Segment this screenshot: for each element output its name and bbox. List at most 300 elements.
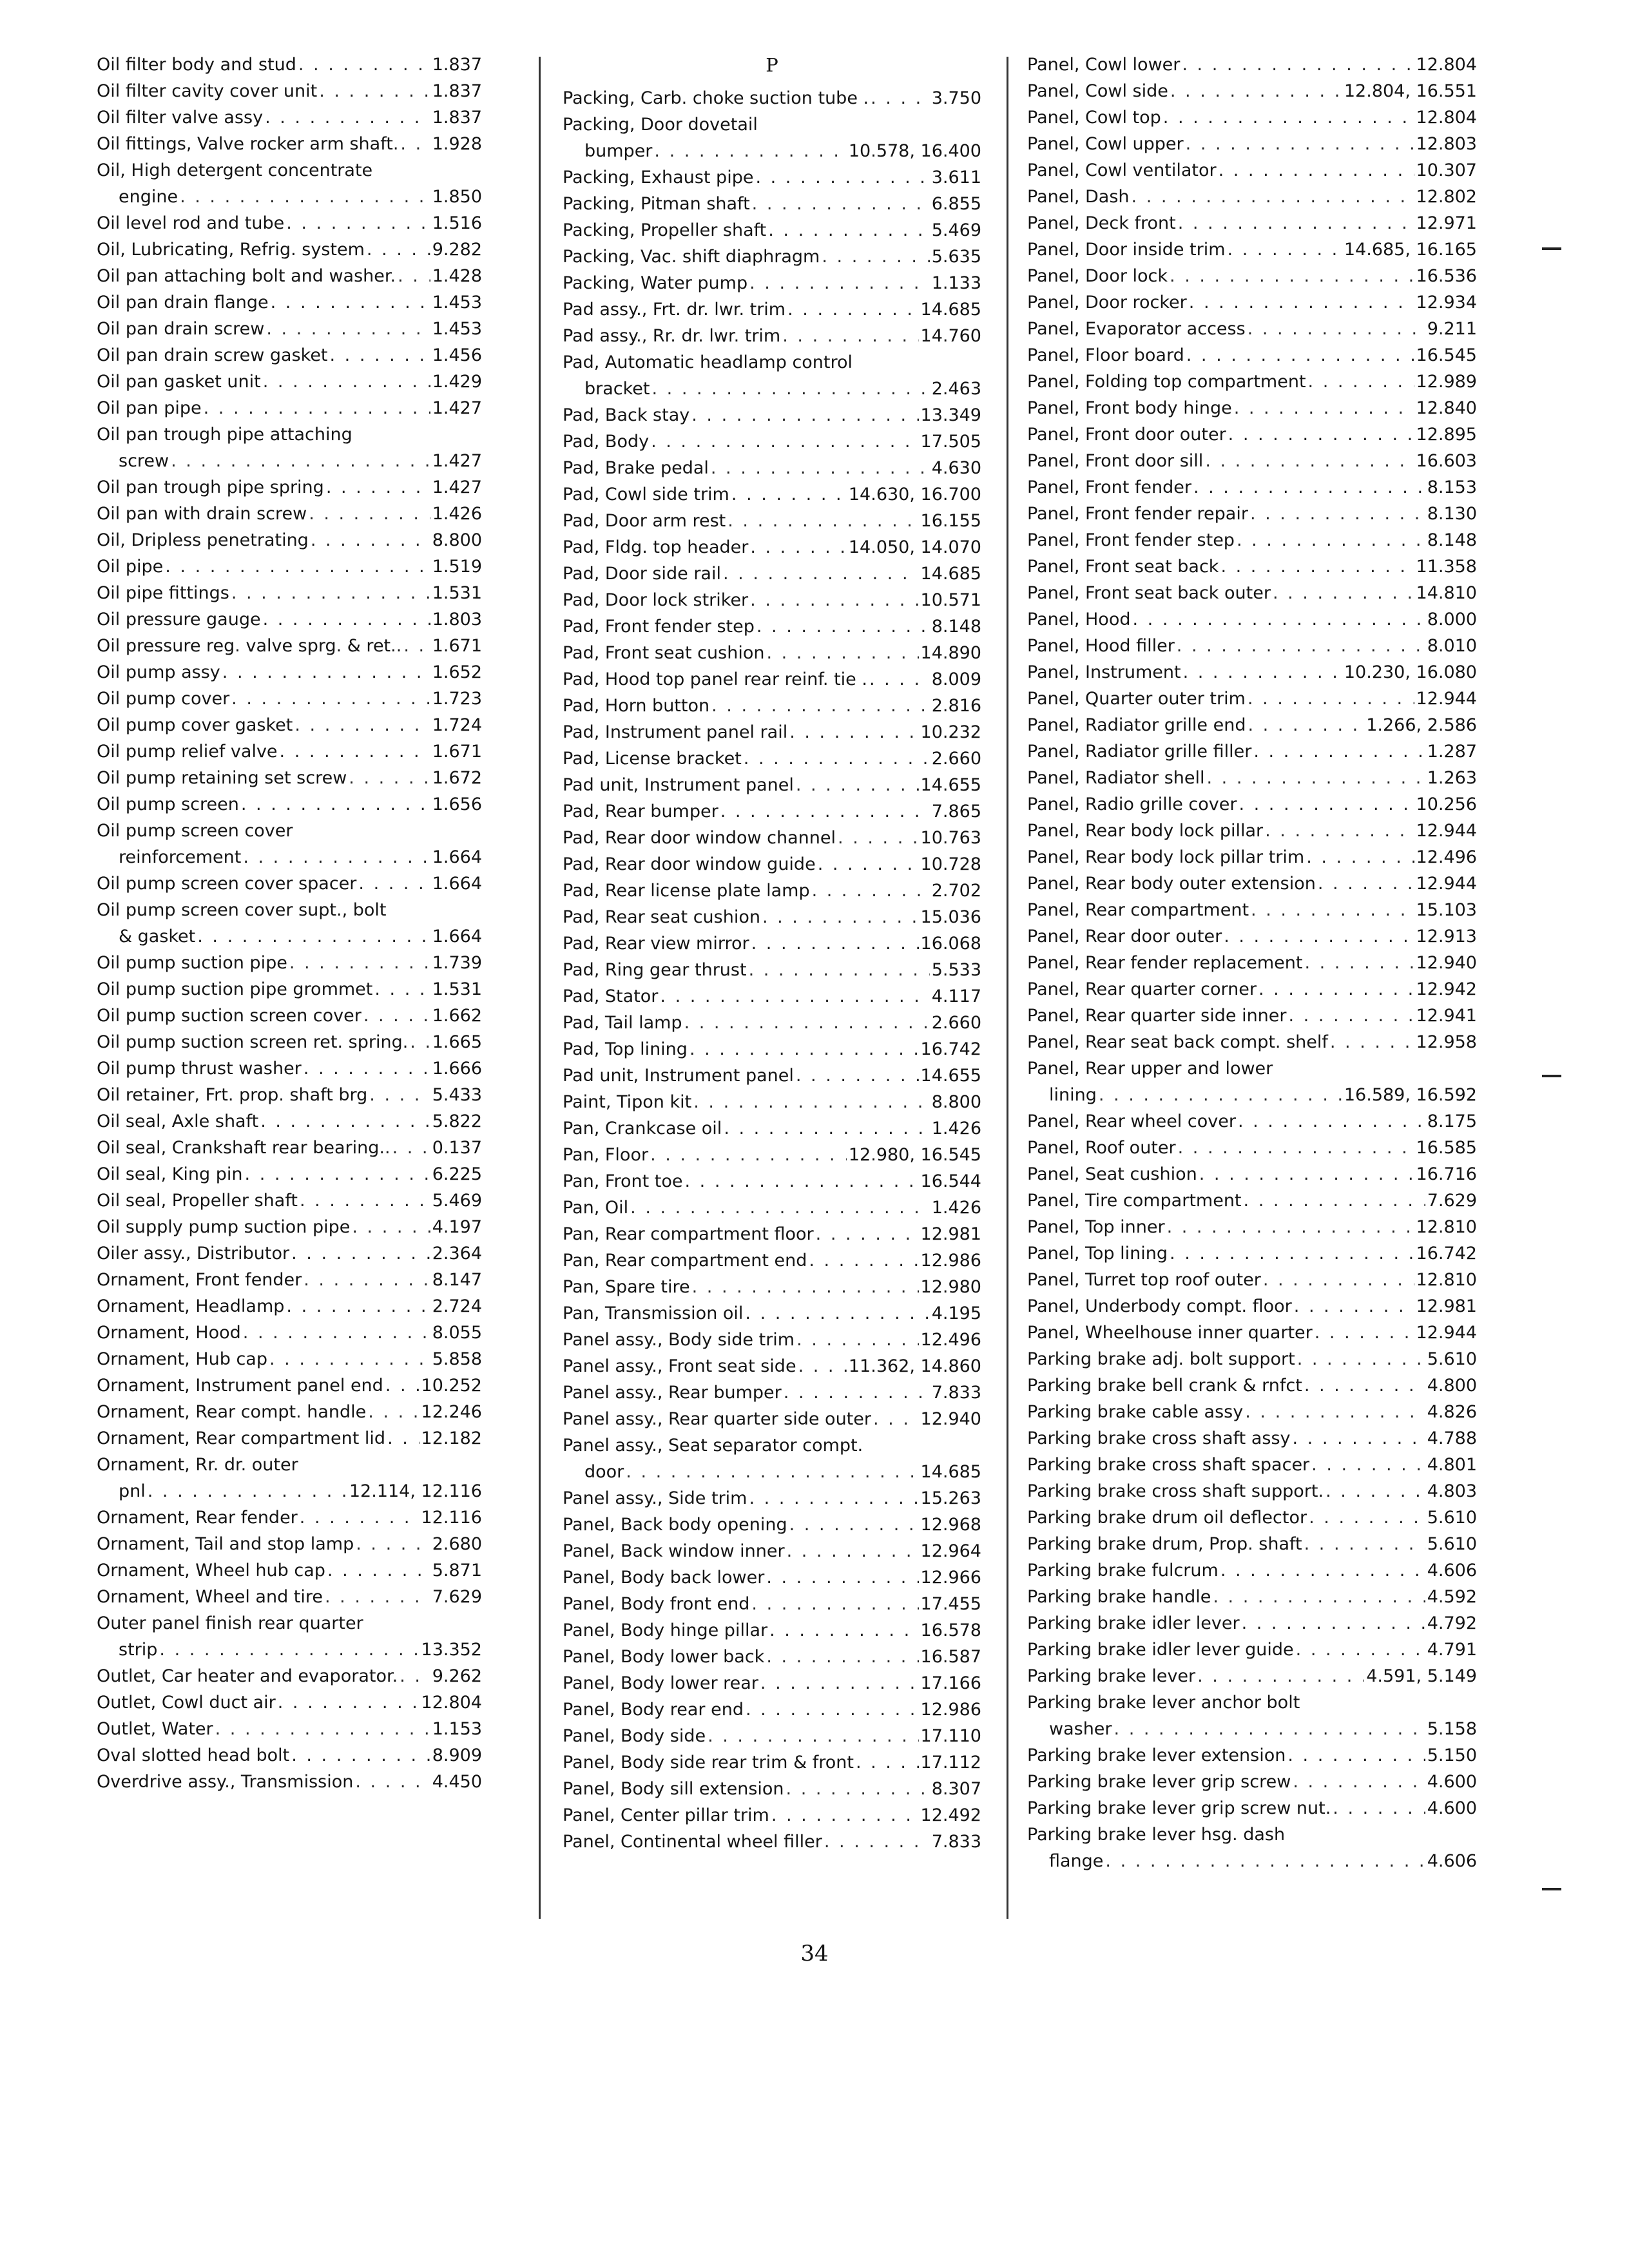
- entry-label: Panel, Body hinge pillar: [563, 1620, 768, 1640]
- entry-line: [1027, 1663, 1477, 1689]
- dot-leader: [327, 1557, 430, 1584]
- dot-leader: [1193, 474, 1425, 501]
- entry-page-reference: 4.197: [432, 1217, 482, 1237]
- dot-leader: [309, 501, 430, 527]
- entry-label: bracket: [584, 379, 650, 399]
- index-entry: [97, 210, 482, 236]
- entry-label: Parking brake cross shaft spacer: [1027, 1455, 1310, 1475]
- section-letter-heading: P: [766, 54, 778, 76]
- index-entry: [97, 1082, 482, 1108]
- entry-line: [563, 349, 981, 376]
- dot-leader: [724, 1115, 929, 1142]
- index-column-3: [1027, 52, 1477, 1874]
- entry-line: [563, 85, 981, 111]
- entry-label: Panel, Rear compartment: [1027, 900, 1249, 920]
- entry-line: [97, 1557, 482, 1584]
- entry-page-reference: 17.505: [920, 432, 981, 452]
- entry-line: [97, 104, 482, 131]
- entry-page-reference: 8.000: [1427, 610, 1477, 629]
- entry-line: [97, 263, 482, 289]
- index-entry: [1027, 289, 1477, 316]
- entry-line: [1027, 1425, 1477, 1452]
- entry-line: [563, 270, 981, 296]
- index-entry: [563, 1591, 981, 1617]
- entry-label: Panel, Rear body lock pillar trim: [1027, 847, 1305, 867]
- entry-line: [97, 1346, 482, 1372]
- entry-page-reference: 1.453: [432, 319, 482, 339]
- entry-line: [1027, 897, 1477, 923]
- entry-page-reference: 16.585: [1416, 1138, 1477, 1158]
- entry-line: [563, 613, 981, 640]
- dot-leader: [400, 131, 430, 157]
- entry-line: [1027, 1240, 1477, 1267]
- entry-label: Panel, Front seat back: [1027, 557, 1219, 577]
- entry-line: [97, 976, 482, 1003]
- entry-page-reference: 4.792: [1427, 1613, 1477, 1633]
- index-entry: [563, 1300, 981, 1327]
- entry-line: [563, 1802, 981, 1829]
- dot-leader: [180, 184, 430, 210]
- entry-page-reference: 1.652: [432, 662, 482, 682]
- entry-line: [563, 455, 981, 481]
- entry-label: Pan, Rear compartment end: [563, 1251, 807, 1271]
- entry-label: Panel, Body back lower: [563, 1568, 765, 1588]
- index-entry: [1027, 1663, 1477, 1689]
- index-entry: [97, 1187, 482, 1214]
- entry-label: Pad, Fldg. top header: [563, 537, 749, 557]
- entry-page-reference: 12.496: [1416, 847, 1477, 867]
- entry-page-reference: 1.426: [432, 504, 482, 524]
- dot-leader: [1189, 289, 1414, 316]
- dot-leader: [304, 1267, 430, 1293]
- index-entry: [97, 289, 482, 316]
- index-entry: [563, 1617, 981, 1644]
- entry-line: [97, 1187, 482, 1214]
- dot-leader: [1333, 1795, 1425, 1821]
- dot-leader: [1238, 1108, 1425, 1135]
- entry-page-reference: 5.158: [1427, 1719, 1477, 1739]
- entry-line: [1027, 870, 1477, 897]
- index-entry: [563, 1749, 981, 1776]
- entry-page-reference: 7.629: [1427, 1191, 1477, 1211]
- entry-line: [563, 1300, 981, 1327]
- dot-leader: [1132, 184, 1414, 210]
- index-entry: [563, 1802, 981, 1829]
- entry-page-reference: 5.822: [432, 1111, 482, 1131]
- entry-page-reference: 10.571: [920, 590, 981, 610]
- entry-page-reference: 1.133: [931, 273, 981, 293]
- entry-line: [1027, 1346, 1477, 1372]
- dot-leader: [1182, 52, 1414, 78]
- entry-page-reference: 12.182: [421, 1428, 482, 1448]
- entry-page-reference: 14.630, 16.700: [848, 485, 981, 505]
- index-entry: [97, 738, 482, 765]
- entry-label: Pan, Spare tire: [563, 1277, 690, 1297]
- entry-label: Panel, Turret top roof outer: [1027, 1270, 1261, 1290]
- entry-label: Panel, Rear upper and lower: [1027, 1059, 1273, 1079]
- index-entry: [563, 191, 981, 217]
- index-entry: [97, 1452, 482, 1504]
- entry-page-reference: 16.742: [920, 1039, 981, 1059]
- entry-label: Pad, Rear seat cushion: [563, 907, 760, 927]
- entry-label: Pad, Brake pedal: [563, 458, 709, 478]
- entry-label: flange: [1049, 1851, 1104, 1871]
- index-entry: [563, 613, 981, 640]
- entry-label: Oil pump screen cover spacer: [97, 874, 357, 894]
- dot-leader: [796, 1062, 919, 1089]
- index-entry: [563, 1485, 981, 1512]
- dot-leader: [280, 738, 430, 765]
- entry-page-reference: 3.611: [931, 168, 981, 187]
- entry-label: Panel, Back body opening: [563, 1515, 787, 1535]
- entry-line: [563, 561, 981, 587]
- dot-leader: [654, 138, 846, 164]
- entry-page-reference: 12.941: [1416, 1006, 1477, 1026]
- entry-label: Parking brake lever hsg. dash: [1027, 1825, 1286, 1845]
- entry-label: Oil pump screen cover supt., bolt: [97, 900, 387, 920]
- index-entry: [1027, 1504, 1477, 1531]
- entry-line: [563, 296, 981, 323]
- entry-line: [97, 870, 482, 897]
- dot-leader: [750, 534, 847, 561]
- entry-page-reference: 1.428: [432, 266, 482, 286]
- entry-label: Pan, Floor: [563, 1145, 649, 1165]
- entry-label: Oil pump screen: [97, 794, 239, 814]
- index-entry: [563, 798, 981, 825]
- dot-leader: [749, 270, 930, 296]
- index-entry: [97, 1135, 482, 1161]
- entry-label: Oil pan drain screw gasket: [97, 345, 328, 365]
- index-entry: [563, 402, 981, 428]
- entry-page-reference: 2.463: [931, 379, 981, 399]
- dot-leader: [812, 878, 930, 904]
- entry-line: [1027, 1055, 1477, 1082]
- index-entry: [97, 686, 482, 712]
- entry-line: [1027, 1187, 1477, 1214]
- dot-leader: [1220, 553, 1414, 580]
- dot-leader: [231, 686, 430, 712]
- entry-line: [1027, 395, 1477, 421]
- entry-page-reference: 12.804: [1416, 55, 1477, 75]
- entry-label: Oil pressure reg. valve sprg. & ret..: [97, 636, 402, 656]
- dot-leader: [1205, 448, 1414, 474]
- entry-page-reference: 12.980, 16.545: [848, 1145, 981, 1165]
- entry-label: Panel, Body sill extension: [563, 1779, 784, 1799]
- dot-leader: [289, 950, 430, 976]
- index-entry: [1027, 606, 1477, 633]
- entry-line: [563, 1274, 981, 1300]
- entry-page-reference: 8.009: [931, 669, 981, 689]
- index-entry: [563, 217, 981, 244]
- entry-page-reference: 1.427: [432, 477, 482, 497]
- entry-page-reference: 9.262: [432, 1666, 482, 1686]
- entry-label: Pad, Top lining: [563, 1039, 688, 1059]
- dot-leader: [1239, 791, 1414, 818]
- entry-page-reference: 1.153: [432, 1719, 482, 1739]
- dot-leader: [1163, 104, 1414, 131]
- dot-leader: [1304, 1372, 1425, 1399]
- entry-page-reference: 14.685, 16.165: [1344, 240, 1477, 260]
- index-entry: [97, 659, 482, 686]
- entry-label: Panel, Body lower rear: [563, 1673, 758, 1693]
- dot-leader: [766, 1564, 918, 1591]
- entry-label: Oil pump suction screen cover: [97, 1006, 361, 1026]
- entry-page-reference: 17.166: [920, 1673, 981, 1693]
- index-entry: [1027, 104, 1477, 131]
- entry-line: [97, 316, 482, 342]
- index-entry: [563, 1062, 981, 1089]
- index-entry: [97, 791, 482, 818]
- dot-leader: [1197, 1663, 1364, 1689]
- entry-line: [1027, 1637, 1477, 1663]
- dot-leader: [784, 1379, 930, 1406]
- entry-page-reference: 1.724: [432, 715, 482, 735]
- entry-label: Panel, Body rear end: [563, 1700, 744, 1720]
- index-entry: [97, 1557, 482, 1584]
- entry-line: [563, 772, 981, 798]
- index-entry: [563, 349, 981, 402]
- index-entry: [97, 78, 482, 104]
- index-entry: [1027, 527, 1477, 553]
- dot-leader: [789, 719, 918, 745]
- index-entry: [563, 825, 981, 851]
- entry-page-reference: 11.362, 14.860: [848, 1356, 981, 1376]
- entry-line: [1027, 1689, 1477, 1716]
- dot-leader: [692, 1274, 919, 1300]
- entry-line: [97, 1372, 482, 1399]
- entry-page-reference: 1.672: [432, 768, 482, 788]
- entry-line: [1027, 1267, 1477, 1293]
- entry-page-reference: 1.803: [432, 610, 482, 629]
- entry-line: [563, 1379, 981, 1406]
- entry-page-reference: 12.971: [1416, 213, 1477, 233]
- index-entry: [97, 527, 482, 553]
- entry-page-reference: 17.455: [920, 1594, 981, 1614]
- entry-page-reference: 15.103: [1416, 900, 1477, 920]
- index-entry: [563, 508, 981, 534]
- entry-label: Panel, Top inner: [1027, 1217, 1165, 1237]
- entry-page-reference: 4.630: [931, 458, 981, 478]
- index-entry: [1027, 765, 1477, 791]
- entry-page-reference: 4.606: [1427, 1561, 1477, 1581]
- entry-line: [1027, 1372, 1477, 1399]
- entry-line: [1027, 1399, 1477, 1425]
- entry-line: [97, 1399, 482, 1425]
- entry-page-reference: 8.909: [432, 1745, 482, 1765]
- entry-label: Parking brake cross shaft support.: [1027, 1481, 1324, 1501]
- index-entry: [97, 421, 482, 474]
- index-entry: [97, 1504, 482, 1531]
- entry-page-reference: 8.800: [432, 530, 482, 550]
- entry-label: Pad, Horn button: [563, 696, 710, 716]
- entry-label: Panel, Tire compartment: [1027, 1191, 1242, 1211]
- entry-page-reference: 1.671: [432, 636, 482, 656]
- dot-leader: [286, 210, 430, 236]
- dot-leader: [325, 1584, 430, 1610]
- dot-leader: [358, 870, 430, 897]
- entry-label: washer: [1049, 1719, 1112, 1739]
- entry-line: [1027, 527, 1477, 553]
- entry-line: [563, 111, 981, 138]
- index-entry: [1027, 1399, 1477, 1425]
- entry-page-reference: 2.816: [931, 696, 981, 716]
- entry-line: [97, 1689, 482, 1716]
- index-entry: [1027, 1108, 1477, 1135]
- index-entry: [97, 1742, 482, 1769]
- dot-leader: [1309, 1504, 1425, 1531]
- dot-leader: [708, 1723, 918, 1749]
- index-entry: [97, 501, 482, 527]
- entry-line: [563, 508, 981, 534]
- entry-page-reference: 14.685: [920, 1462, 981, 1482]
- dot-leader: [1296, 1637, 1425, 1663]
- entry-label: Oil retainer, Frt. prop. shaft brg: [97, 1085, 368, 1105]
- dot-leader: [1228, 421, 1414, 448]
- entry-page-reference: 12.934: [1416, 293, 1477, 312]
- entry-label: Panel, Rear body outer extension: [1027, 874, 1316, 894]
- entry-line: [563, 534, 981, 561]
- index-entry: [97, 157, 482, 210]
- dot-leader: [782, 323, 918, 349]
- index-entry: [97, 1531, 482, 1557]
- entry-page-reference: 13.349: [920, 405, 981, 425]
- index-entry: [563, 455, 981, 481]
- entry-page-reference: 12.246: [421, 1402, 482, 1422]
- index-entry: [1027, 210, 1477, 236]
- entry-line: [1027, 1742, 1477, 1769]
- dot-leader: [298, 52, 430, 78]
- entry-page-reference: 3.750: [931, 88, 981, 108]
- entry-label: lining: [1049, 1085, 1097, 1105]
- dot-leader: [711, 693, 930, 719]
- entry-page-reference: 8.153: [1427, 477, 1477, 497]
- dot-leader: [368, 1399, 419, 1425]
- entry-label: Oil filter body and stud: [97, 55, 296, 75]
- entry-line: [1027, 369, 1477, 395]
- entry-label: Panel, Rear quarter side inner: [1027, 1006, 1287, 1026]
- index-entry: [1027, 1689, 1477, 1742]
- entry-page-reference: 5.469: [432, 1191, 482, 1211]
- entry-label: Parking brake lever grip screw: [1027, 1772, 1291, 1792]
- entry-page-reference: 1.664: [432, 874, 482, 894]
- entry-line: [563, 1195, 981, 1221]
- dot-leader: [291, 1742, 430, 1769]
- index-entry: [1027, 738, 1477, 765]
- entry-page-reference: 10.232: [920, 722, 981, 742]
- entry-page-reference: 5.635: [931, 247, 981, 267]
- entry-label: Pad, Hood top panel rear reinf. tie .: [563, 669, 867, 689]
- entry-line: [97, 501, 482, 527]
- dot-leader: [757, 613, 930, 640]
- entry-page-reference: 1.531: [432, 583, 482, 603]
- entry-line: [97, 474, 482, 501]
- entry-label: Panel, Center pillar trim: [563, 1805, 769, 1825]
- entry-line: [563, 745, 981, 772]
- dot-leader: [1132, 606, 1425, 633]
- entry-page-reference: 10.763: [920, 828, 981, 848]
- entry-label: Pad, License bracket: [563, 749, 742, 769]
- entry-label: Parking brake adj. bolt support: [1027, 1349, 1295, 1369]
- entry-line: [1027, 1029, 1477, 1055]
- entry-page-reference: 12.942: [1416, 979, 1477, 999]
- entry-page-reference: 1.531: [432, 979, 482, 999]
- entry-line: [97, 1108, 482, 1135]
- index-entry: [563, 1564, 981, 1591]
- entry-label: Panel, Front body hinge: [1027, 398, 1232, 418]
- entry-page-reference: 9.282: [432, 240, 482, 260]
- entry-page-reference: 4.450: [432, 1772, 482, 1792]
- dot-leader: [1248, 712, 1365, 738]
- entry-line: [1027, 1821, 1477, 1848]
- index-entry: [97, 342, 482, 369]
- index-entry: [97, 236, 482, 263]
- dot-leader: [215, 1716, 430, 1742]
- entry-label: Oil supply pump suction pipe: [97, 1217, 351, 1237]
- dot-leader: [410, 1029, 430, 1055]
- entry-line: [563, 1696, 981, 1723]
- index-entry: [563, 1142, 981, 1168]
- dot-leader: [231, 580, 430, 606]
- index-entry: [563, 1829, 981, 1855]
- index-entry: [563, 323, 981, 349]
- entry-label: Packing, Pitman shaft: [563, 194, 750, 214]
- dot-leader: [271, 289, 430, 316]
- index-entry: [97, 976, 482, 1003]
- entry-continuation-line: [97, 184, 482, 210]
- index-entry: [1027, 474, 1477, 501]
- index-entry: [1027, 1003, 1477, 1029]
- entry-label: Oil pipe: [97, 557, 164, 577]
- entry-page-reference: 1.837: [432, 81, 482, 101]
- entry-page-reference: 10.252: [421, 1376, 482, 1396]
- entry-page-reference: 16.155: [920, 511, 981, 531]
- entry-label: Outer panel finish rear quarter: [97, 1613, 363, 1633]
- entry-line: [563, 666, 981, 693]
- dot-leader: [1273, 580, 1414, 606]
- entry-page-reference: 12.944: [1416, 874, 1477, 894]
- entry-page-reference: 12.116: [421, 1508, 482, 1528]
- index-entry: [1027, 553, 1477, 580]
- entry-page-reference: 5.858: [432, 1349, 482, 1369]
- entry-label: Oil level rod and tube: [97, 213, 285, 233]
- index-entry: [97, 870, 482, 897]
- entry-label: Parking brake lever: [1027, 1666, 1196, 1686]
- entry-page-reference: 1.662: [432, 1006, 482, 1026]
- index-entry: [563, 745, 981, 772]
- entry-label: Panel, Continental wheel filler: [563, 1832, 822, 1852]
- entry-label: Oil pump suction screen ret. spring.: [97, 1032, 409, 1052]
- entry-page-reference: 4.791: [1427, 1640, 1477, 1660]
- entry-label: Outlet, Water: [97, 1719, 213, 1739]
- index-entry: [97, 712, 482, 738]
- index-entry: [1027, 1769, 1477, 1795]
- entry-page-reference: 7.833: [931, 1832, 981, 1852]
- index-entry: [563, 1406, 981, 1432]
- entry-page-reference: 4.801: [1427, 1455, 1477, 1475]
- entry-label: Oil pump assy: [97, 662, 220, 682]
- index-entry: [563, 270, 981, 296]
- entry-line: [1027, 316, 1477, 342]
- dot-leader: [349, 765, 430, 791]
- entry-label: Packing, Door dovetail: [563, 115, 758, 135]
- entry-line: [97, 1135, 482, 1161]
- index-entry: [563, 983, 981, 1010]
- entry-page-reference: 4.826: [1427, 1402, 1477, 1422]
- entry-label: Pad, Back stay: [563, 405, 690, 425]
- entry-line: [1027, 1610, 1477, 1637]
- dot-leader: [1325, 1478, 1425, 1504]
- entry-line: [563, 217, 981, 244]
